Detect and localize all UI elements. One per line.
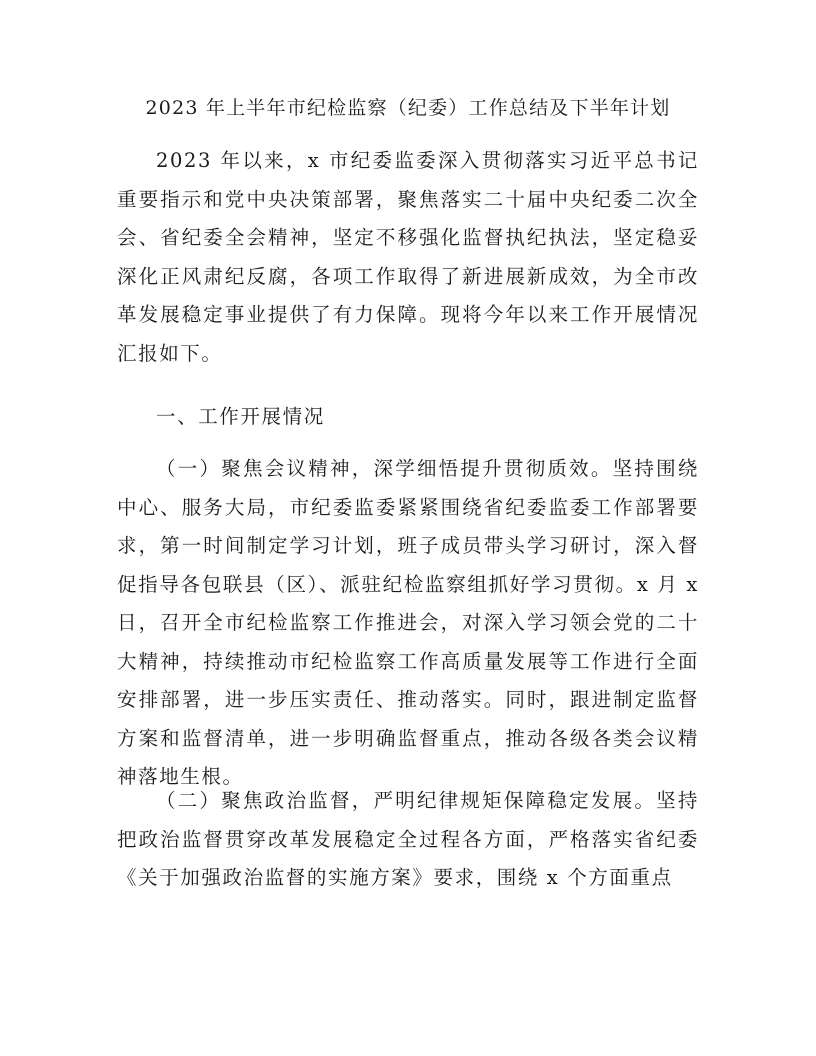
paragraph-item-1: （一）聚焦会议精神，深学细悟提升贯彻质效。坚持围绕中心、服务大局，市纪委监委紧紧围绕省纪委监委工作部署要求，第一时间制定学习计划，班子成员带头学习研讨，深入督促指导各包联县（区）、派驻纪检监察组抓好学习贯彻。x 月 x 日，召开全市纪检监察工作推进会，对深入学习领会党的二十大精神，持续推动市纪检监察工作高质量发展等工作进行全面安排部署，进一步压实责任、推动落实。同时，跟进制定监督方案和监督清单，进一步明确监督重点，推动各级各类会议精神落地生根。 [117,457,699,788]
paragraph-item-2: （二）聚焦政治监督，严明纪律规矩保障稳定发展。坚持把政治监督贯穿改革发展稳定全过程各方面，严格落实省纪委《关于加强政治监督的实施方案》要求，围绕 x 个方面重点 [117,789,699,889]
intro-paragraph: 2023 年以来，x 市纪委监委深入贯彻落实习近平总书记重要指示和党中央决策部署，聚焦落实二十届中央纪委二次全会、省纪委全会精神，坚定不移强化监督执纪执法，坚定稳妥深化正风肃纪反腐，各项工作取得了新进展新成效，为全市改革发展稳定事业提供了有力保障。现将今年以来工作开展情况汇报如下。 [117,149,699,365]
document-title: 2023 年上半年市纪检监察（纪委）工作总结及下半年计划 [145,97,671,119]
section-heading: 一、工作开展情况 [156,405,325,428]
